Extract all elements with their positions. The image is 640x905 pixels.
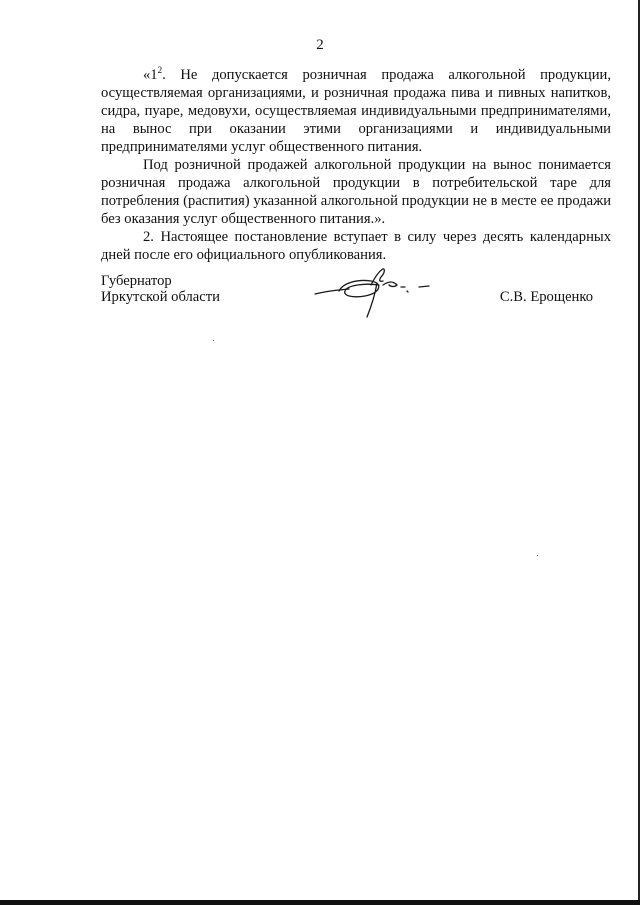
page-number: 2	[316, 37, 324, 53]
scan-speck	[537, 555, 538, 556]
paragraph-effective-date: 2. Настоящее постановление вступает в силу через десять календарных дней после его официального опубликования.	[101, 229, 611, 263]
paragraph-amendment	[101, 66, 611, 156]
amendment-superscript: 2	[157, 65, 163, 75]
scan-edge-bottom	[0, 900, 640, 905]
document-body	[101, 66, 611, 264]
scan-speck	[213, 340, 214, 341]
amendment-open: «1	[143, 67, 158, 83]
signature-block	[101, 273, 611, 323]
signatory-position-line2: Иркутской области	[101, 289, 220, 305]
signatory-position	[101, 273, 220, 305]
handwritten-signature	[309, 261, 439, 321]
signatory-name: С.В. Ерощенко	[499, 289, 593, 305]
amendment-text: . Не допускается розничная продажа алкогольной продукции, осуществляемая организациями, и розничная продажа пива и пивных напитков, сидра, пуаре, медовухи, осуществляемая индивидуальными предпринимателями, на вынос при оказании этими организациями и индивидуальными предпринимателями услуг общественного питания.	[101, 67, 611, 155]
paragraph-definition: Под розничной продажей алкогольной продукции на вынос понимается розничная продажа алкогольной продукции в потребительской таре для потребления (распития) указанной алкогольной продукции не в месте ее продажи без оказания услуг общественного питания.».	[101, 157, 611, 227]
signatory-position-line1: Губернатор	[101, 273, 172, 289]
